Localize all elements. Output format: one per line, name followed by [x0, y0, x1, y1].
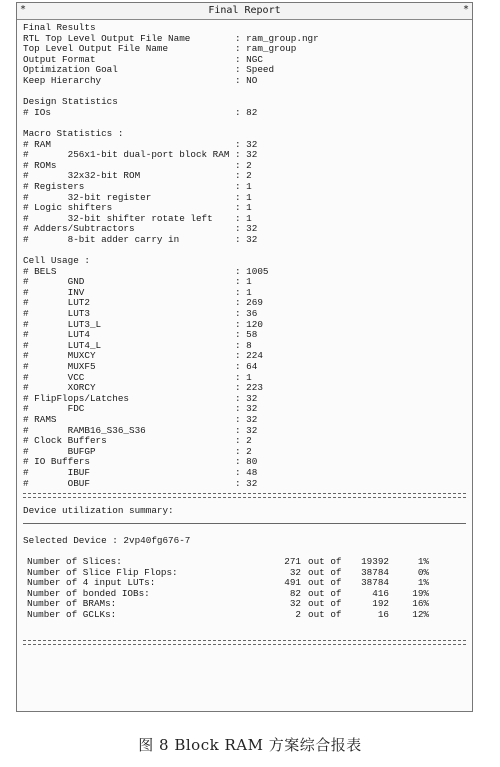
- window-title: Final Report: [208, 5, 281, 16]
- utilization-total: 38784: [361, 577, 389, 589]
- row-label: # FlipFlops/Latches: [23, 392, 130, 404]
- utilization-pct: 1%: [417, 555, 429, 567]
- utilization-row: [23, 557, 466, 568]
- row-label: Top Level Output File Name: [23, 43, 169, 55]
- row-label: # IOs: [23, 106, 51, 118]
- row-value: : 32: [235, 413, 258, 425]
- row-label: # Clock Buffers: [23, 435, 107, 447]
- title-bar-close-mark[interactable]: *: [462, 4, 469, 15]
- row-value: : 224: [235, 350, 263, 362]
- row-label: Optimization Goal: [23, 64, 118, 76]
- row-value: : 36: [235, 308, 258, 320]
- title-bar: [17, 3, 472, 20]
- row-value: : 269: [235, 297, 263, 309]
- device-utilization-table: [23, 557, 466, 621]
- macro-statistics-heading: Macro Statistics :: [23, 127, 124, 139]
- row-value: : 82: [235, 106, 258, 118]
- utilization-used: 32: [289, 566, 301, 578]
- row-label: # 8-bit adder carry in: [23, 233, 180, 245]
- row-value: : 2: [235, 170, 252, 182]
- utilization-name: Number of bonded IOBs:: [27, 587, 150, 599]
- row-value: : 1: [235, 202, 252, 214]
- row-label: # LUT3_L: [23, 318, 102, 330]
- row-value: : 32: [235, 138, 258, 150]
- row-label: # XORCY: [23, 382, 96, 394]
- row-label: # 256x1-bit dual-port block RAM: [23, 149, 230, 161]
- row-label: # BELS: [23, 265, 57, 277]
- row-value: : 48: [235, 466, 258, 478]
- utilization-of: out of: [308, 577, 342, 589]
- utilization-used: 32: [289, 598, 301, 610]
- row-value: : 2: [235, 159, 252, 171]
- row-value: : 1: [235, 276, 252, 288]
- utilization-total: 192: [372, 598, 389, 610]
- title-bar-left-mark: *: [20, 4, 27, 15]
- row-label: # Logic shifters: [23, 202, 113, 214]
- row-label: # INV: [23, 286, 85, 298]
- row-label: # LUT2: [23, 297, 90, 309]
- row-label: # RAMS: [23, 413, 57, 425]
- report-row: [23, 235, 466, 246]
- final-results-heading: Final Results: [23, 22, 96, 33]
- row-label: Output Format: [23, 53, 96, 65]
- row-value: : 32: [235, 233, 258, 245]
- row-value: : Speed: [235, 64, 275, 76]
- utilization-pct: 16%: [412, 598, 429, 610]
- row-value: : 32: [235, 149, 258, 161]
- row-value: : 8: [235, 339, 252, 351]
- row-value: : 32: [235, 424, 258, 436]
- utilization-pct: 19%: [412, 587, 429, 599]
- row-label: # IO Buffers: [23, 456, 90, 468]
- utilization-row: [23, 610, 466, 621]
- separator-single: [23, 523, 466, 524]
- utilization-pct: 12%: [412, 608, 429, 620]
- cell-usage-list: [23, 267, 466, 489]
- row-value: : 223: [235, 382, 263, 394]
- utilization-of: out of: [308, 555, 342, 567]
- row-label: # Adders/Subtractors: [23, 223, 135, 235]
- utilization-name: Number of 4 input LUTs:: [27, 577, 156, 589]
- row-label: # OBUF: [23, 477, 90, 489]
- device-utilization-heading: Device utilization summary:: [23, 505, 174, 517]
- row-value: : 1: [235, 286, 252, 298]
- row-label: # LUT3: [23, 308, 90, 320]
- utilization-used: 271: [284, 555, 301, 567]
- separator-double-bottom: [23, 640, 466, 645]
- row-value: : 1: [235, 191, 252, 203]
- report-row: [23, 415, 466, 426]
- utilization-name: Number of Slice Flip Flops:: [27, 566, 178, 578]
- row-label: # 32-bit shifter rotate left: [23, 212, 213, 224]
- utilization-of: out of: [308, 598, 342, 610]
- row-label: # BUFGP: [23, 445, 96, 457]
- row-value: : 32: [235, 477, 258, 489]
- row-label: # RAMB16_S36_S36: [23, 424, 146, 436]
- report-row: [23, 479, 466, 490]
- report-row: [23, 182, 466, 193]
- utilization-of: out of: [308, 608, 342, 620]
- row-label: # MUXCY: [23, 350, 96, 362]
- selected-device: Selected Device : 2vp40fg676-7: [23, 534, 191, 546]
- utilization-pct: 0%: [417, 566, 429, 578]
- row-label: # LUT4: [23, 329, 90, 341]
- utilization-name: Number of BRAMs:: [27, 598, 117, 610]
- design-statistics-heading: Design Statistics: [23, 96, 118, 108]
- row-value: : 32: [235, 403, 258, 415]
- final-results-list: [23, 34, 466, 87]
- row-label: # 32-bit register: [23, 191, 152, 203]
- row-value: : ram_group.ngr: [235, 32, 319, 44]
- row-value: : NO: [235, 74, 258, 86]
- row-value: : 64: [235, 361, 258, 372]
- row-value: : 2: [235, 435, 252, 447]
- utilization-total: 16: [377, 608, 389, 620]
- row-value: : ram_group: [235, 43, 297, 55]
- utilization-name: Number of GCLKs:: [27, 608, 117, 620]
- row-value: : 1: [235, 371, 252, 383]
- utilization-used: 82: [289, 587, 301, 599]
- report-row: [23, 468, 466, 479]
- row-label: # RAM: [23, 138, 51, 150]
- row-value: : 120: [235, 318, 263, 330]
- report-row: [23, 76, 466, 87]
- row-value: : 32: [235, 392, 258, 404]
- utilization-of: out of: [308, 587, 342, 599]
- row-label: # GND: [23, 276, 85, 288]
- utilization-total: 38784: [361, 566, 389, 578]
- utilization-used: 491: [284, 577, 301, 589]
- row-value: : 1: [235, 180, 252, 192]
- macro-statistics-list: [23, 140, 466, 246]
- row-label: RTL Top Level Output File Name: [23, 32, 191, 44]
- row-label: # ROMs: [23, 159, 57, 171]
- utilization-total: 19392: [361, 555, 389, 567]
- row-value: : 32: [235, 223, 258, 235]
- row-label: Keep Hierarchy: [23, 74, 102, 86]
- row-value: : 2: [235, 445, 252, 457]
- utilization-name: Number of Slices:: [27, 555, 122, 567]
- row-label: # Registers: [23, 180, 85, 192]
- row-label: # FDC: [23, 403, 85, 415]
- report-content: [23, 23, 466, 711]
- utilization-total: 416: [372, 587, 389, 599]
- separator-double: [23, 493, 466, 498]
- report-row: [23, 362, 466, 373]
- utilization-used: 2: [295, 608, 301, 620]
- row-label: # MUXF5: [23, 361, 96, 372]
- design-statistics-list: [23, 108, 466, 119]
- row-value: : 58: [235, 329, 258, 341]
- row-label: # VCC: [23, 371, 85, 383]
- figure-caption: 图 8 Block RAM 方案综合报表: [138, 736, 362, 754]
- row-label: # 32x32-bit ROM: [23, 170, 141, 182]
- report-row: [23, 108, 466, 119]
- report-window: [16, 2, 473, 712]
- cell-usage-heading: Cell Usage :: [23, 255, 90, 267]
- row-value: : 80: [235, 456, 258, 468]
- utilization-pct: 1%: [417, 577, 429, 589]
- utilization-of: out of: [308, 566, 342, 578]
- row-label: # IBUF: [23, 466, 90, 478]
- row-label: # LUT4_L: [23, 339, 102, 351]
- row-value: : 1005: [235, 265, 269, 277]
- row-value: : 1: [235, 212, 252, 224]
- row-value: : NGC: [235, 53, 263, 65]
